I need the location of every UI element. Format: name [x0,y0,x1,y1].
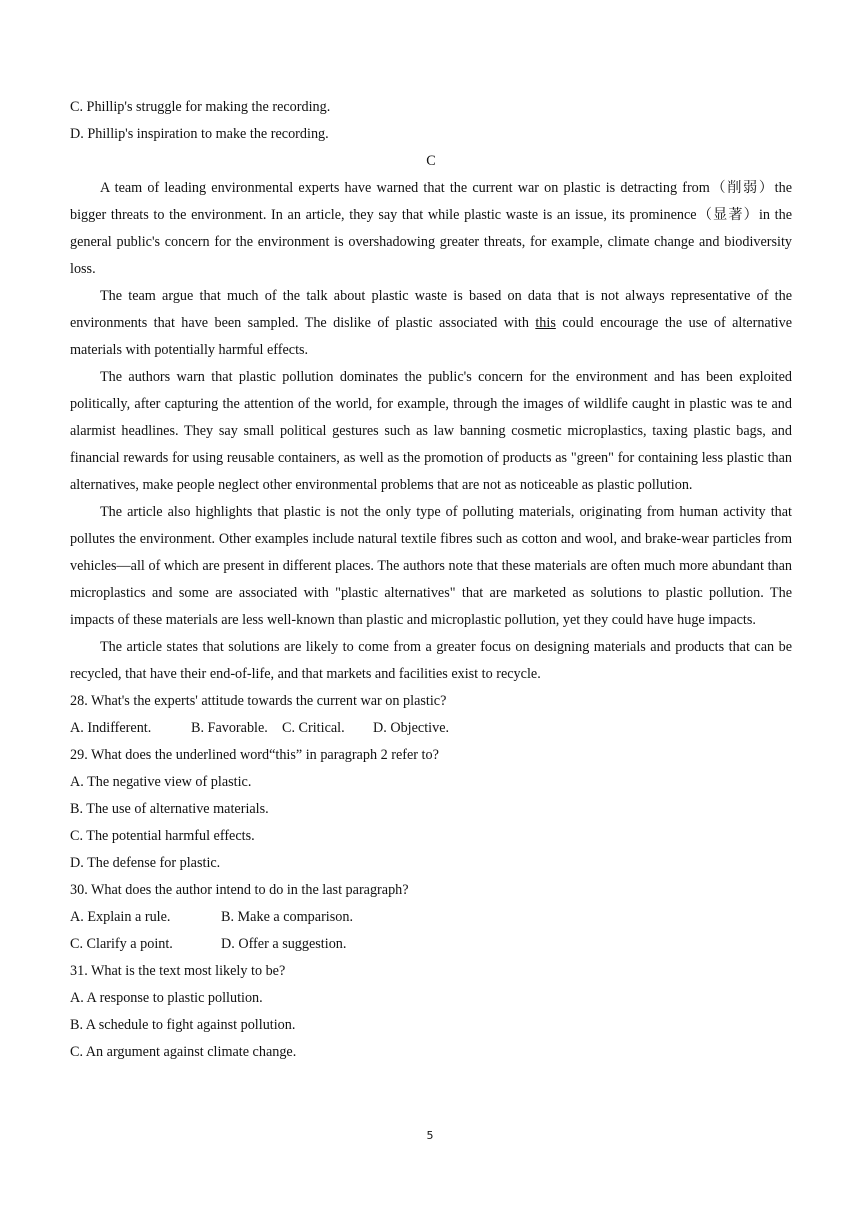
option-b: B. The use of alternative materials. [70,801,269,817]
prev-option-d: D. Phillip's inspiration to make the recording. [70,126,329,142]
question-30 [70,877,792,958]
option-row [70,715,792,742]
prev-option-c: C. Phillip's struggle for making the recording. [70,99,331,115]
option-c: C. Critical. [282,720,345,736]
option-c: C. The potential harmful effects. [70,828,255,844]
option-d: D. The defense for plastic. [70,855,221,871]
option-a: A. Explain a rule. [70,909,171,925]
option-c: C. Clarify a point. [70,936,173,952]
paragraph-4: The article also highlights that plastic is not the only type of polluting materials, originating from human activity that pollutes the environment. Other examples include natural textile fibres such as cotton and wool, and brake-wear particles from vehicles—all of which are present in different places. The authors note that these materials are often much more abundant than microplastics and some are associated with "plastic alternatives" that are marketed as solutions to plastic pollution. The impacts of these materials are less well-known than plastic and microplastic pollution, yet they could have huge impacts. [70,504,792,628]
paragraph-1: A team of leading environmental experts have warned that the current war on plastic is detracting from（削弱）the bigger threats to the environment. In an article, they say that while plastic waste is an issue, its prominence（显著）in the general public's concern for the environment is overshadowing greater threats, for example, climate change and biodiversity loss. [70,180,792,277]
passage [70,175,792,688]
option-d: D. Offer a suggestion. [221,936,347,952]
option-b: B. A schedule to fight against pollution. [70,1017,296,1033]
option-row [70,931,792,958]
option-b: B. Favorable. [191,720,268,736]
paragraph-5: The article states that solutions are likely to come from a greater focus on designing materials and products that can be recycled, that have their end-of-life, and that markets and facilities exist to recycle. [70,639,792,682]
question-stem: 30. What does the author intend to do in the last paragraph? [70,882,409,898]
question-stem: 31. What is the text most likely to be? [70,963,286,979]
option-b: B. Make a comparison. [221,909,353,925]
question-29 [70,742,792,877]
option-a: A. A response to plastic pollution. [70,990,263,1006]
option-a: A. Indifferent. [70,720,152,736]
document-page [70,94,792,1066]
underlined-word: this [535,315,556,331]
paragraph-2-text-b: could encourage the use of alternative materials with potentially harmful effects. [70,315,792,358]
question-stem: 29. What does the underlined word“this” in paragraph 2 refer to? [70,747,439,763]
question-stem: 28. What's the experts' attitude towards the current war on plastic? [70,693,447,709]
paragraph-3: The authors warn that plastic pollution dominates the public's concern for the environment and has been exploited politically, after capturing the attention of the world, for example, through the images of wildlife caught in plastic was te and alarmist headlines. They say small political gestures such as law banning cosmetic microplastics, taxing plastic bags, and financial rewards for using reusable containers, as well as the promotion of products as "green" for containing less plastic than alternatives, make people neglect other environmental problems that are not as noticeable as plastic pollution. [70,369,792,493]
option-a: A. The negative view of plastic. [70,774,252,790]
paragraph-2 [70,283,792,364]
section-heading: C [426,153,436,169]
page-number: 5 [426,1129,434,1142]
option-c: C. An argument against climate change. [70,1044,297,1060]
question-31 [70,958,792,1066]
option-row [70,904,792,931]
question-28 [70,688,792,742]
option-d: D. Objective. [373,720,450,736]
paragraph-2-text-a: The team argue that much of the talk about plastic waste is based on data that is not always representative of the environments that have been sampled. The dislike of plastic associated with [70,288,792,331]
